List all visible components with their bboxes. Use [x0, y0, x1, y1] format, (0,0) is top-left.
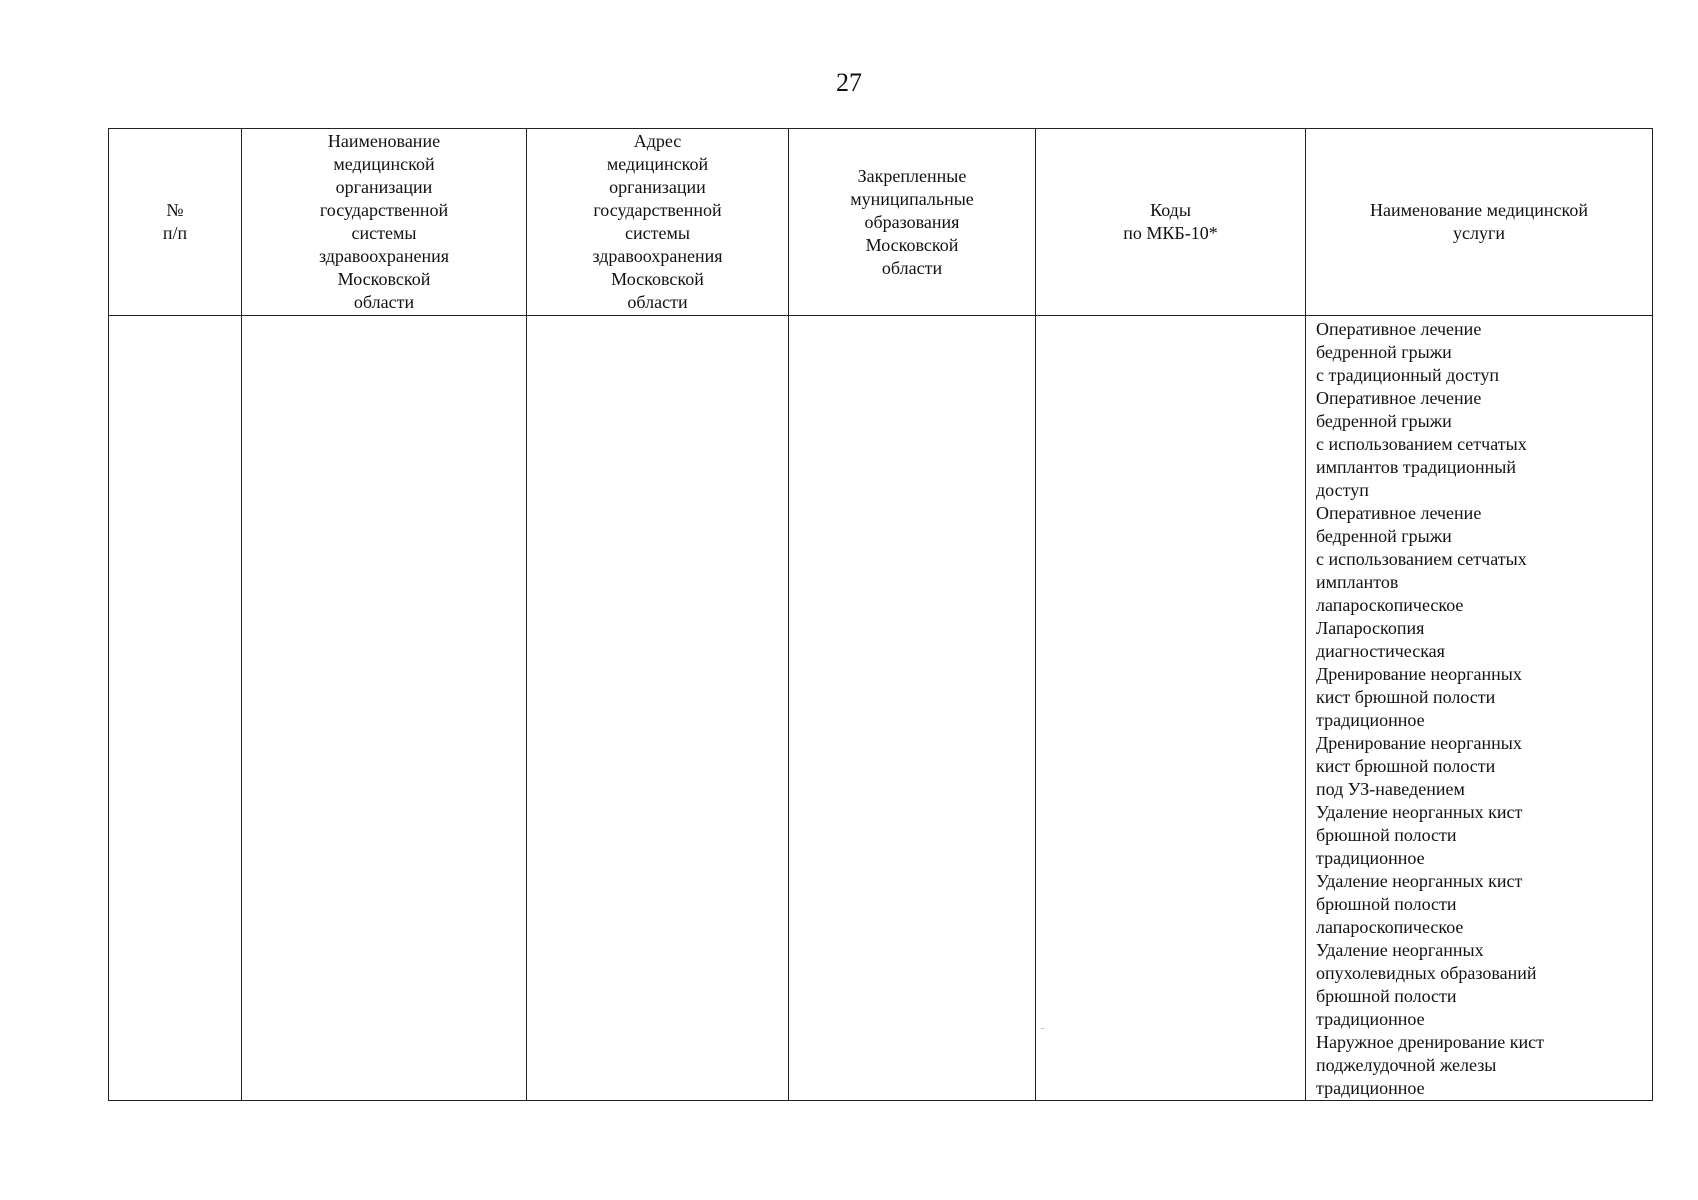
list-item: Лапароскопия диагностическая	[1316, 618, 1445, 661]
header-municipalities: Закрепленные муниципальные образования Московской области	[789, 129, 1036, 316]
page-number: 27	[836, 68, 862, 97]
list-item: Дренирование неорганных кист брюшной полости традиционное	[1316, 664, 1522, 730]
list-item: Оперативное лечение бедренной грыжи с использованием сетчатых имплантов лапароскопическое	[1316, 503, 1527, 615]
list-item: Дренирование неорганных кист брюшной полости под УЗ-наведением	[1316, 733, 1522, 799]
cell-organization	[242, 316, 527, 1101]
header-service-name: Наименование медицинской услуги	[1306, 129, 1653, 316]
list-item: Оперативное лечение бедренной грыжи с использованием сетчатых имплантов традиционный доступ	[1316, 388, 1527, 500]
cell-number	[109, 316, 242, 1101]
services-table	[108, 128, 1653, 1101]
table-row	[109, 316, 1653, 1101]
list-item: Удаление неорганных кист брюшной полости лапароскопическое	[1316, 871, 1523, 937]
cell-municipalities	[789, 316, 1036, 1101]
table-header-row	[109, 129, 1653, 316]
list-item: Удаление неорганных кист брюшной полости традиционное	[1316, 802, 1523, 868]
header-organization-name: Наименование медицинской организации государственной системы здравоохранения Московской области	[242, 129, 527, 316]
cell-address	[527, 316, 789, 1101]
header-organization-address: Адрес медицинской организации государственной системы здравоохранения Московской области	[527, 129, 789, 316]
list-item: Удаление неорганных опухолевидных образований брюшной полости традиционное	[1316, 940, 1537, 1029]
service-list	[1306, 316, 1652, 1100]
cell-codes	[1036, 316, 1306, 1101]
header-icd-codes: Коды по МКБ-10*	[1036, 129, 1306, 316]
header-number: № п/п	[109, 129, 242, 316]
cell-services	[1306, 316, 1653, 1101]
list-item: Оперативное лечение бедренной грыжи с традиционный доступ	[1316, 319, 1499, 385]
list-item: Наружное дренирование кист поджелудочной железы традиционное	[1316, 1032, 1544, 1098]
scan-artifact	[1041, 1028, 1044, 1029]
